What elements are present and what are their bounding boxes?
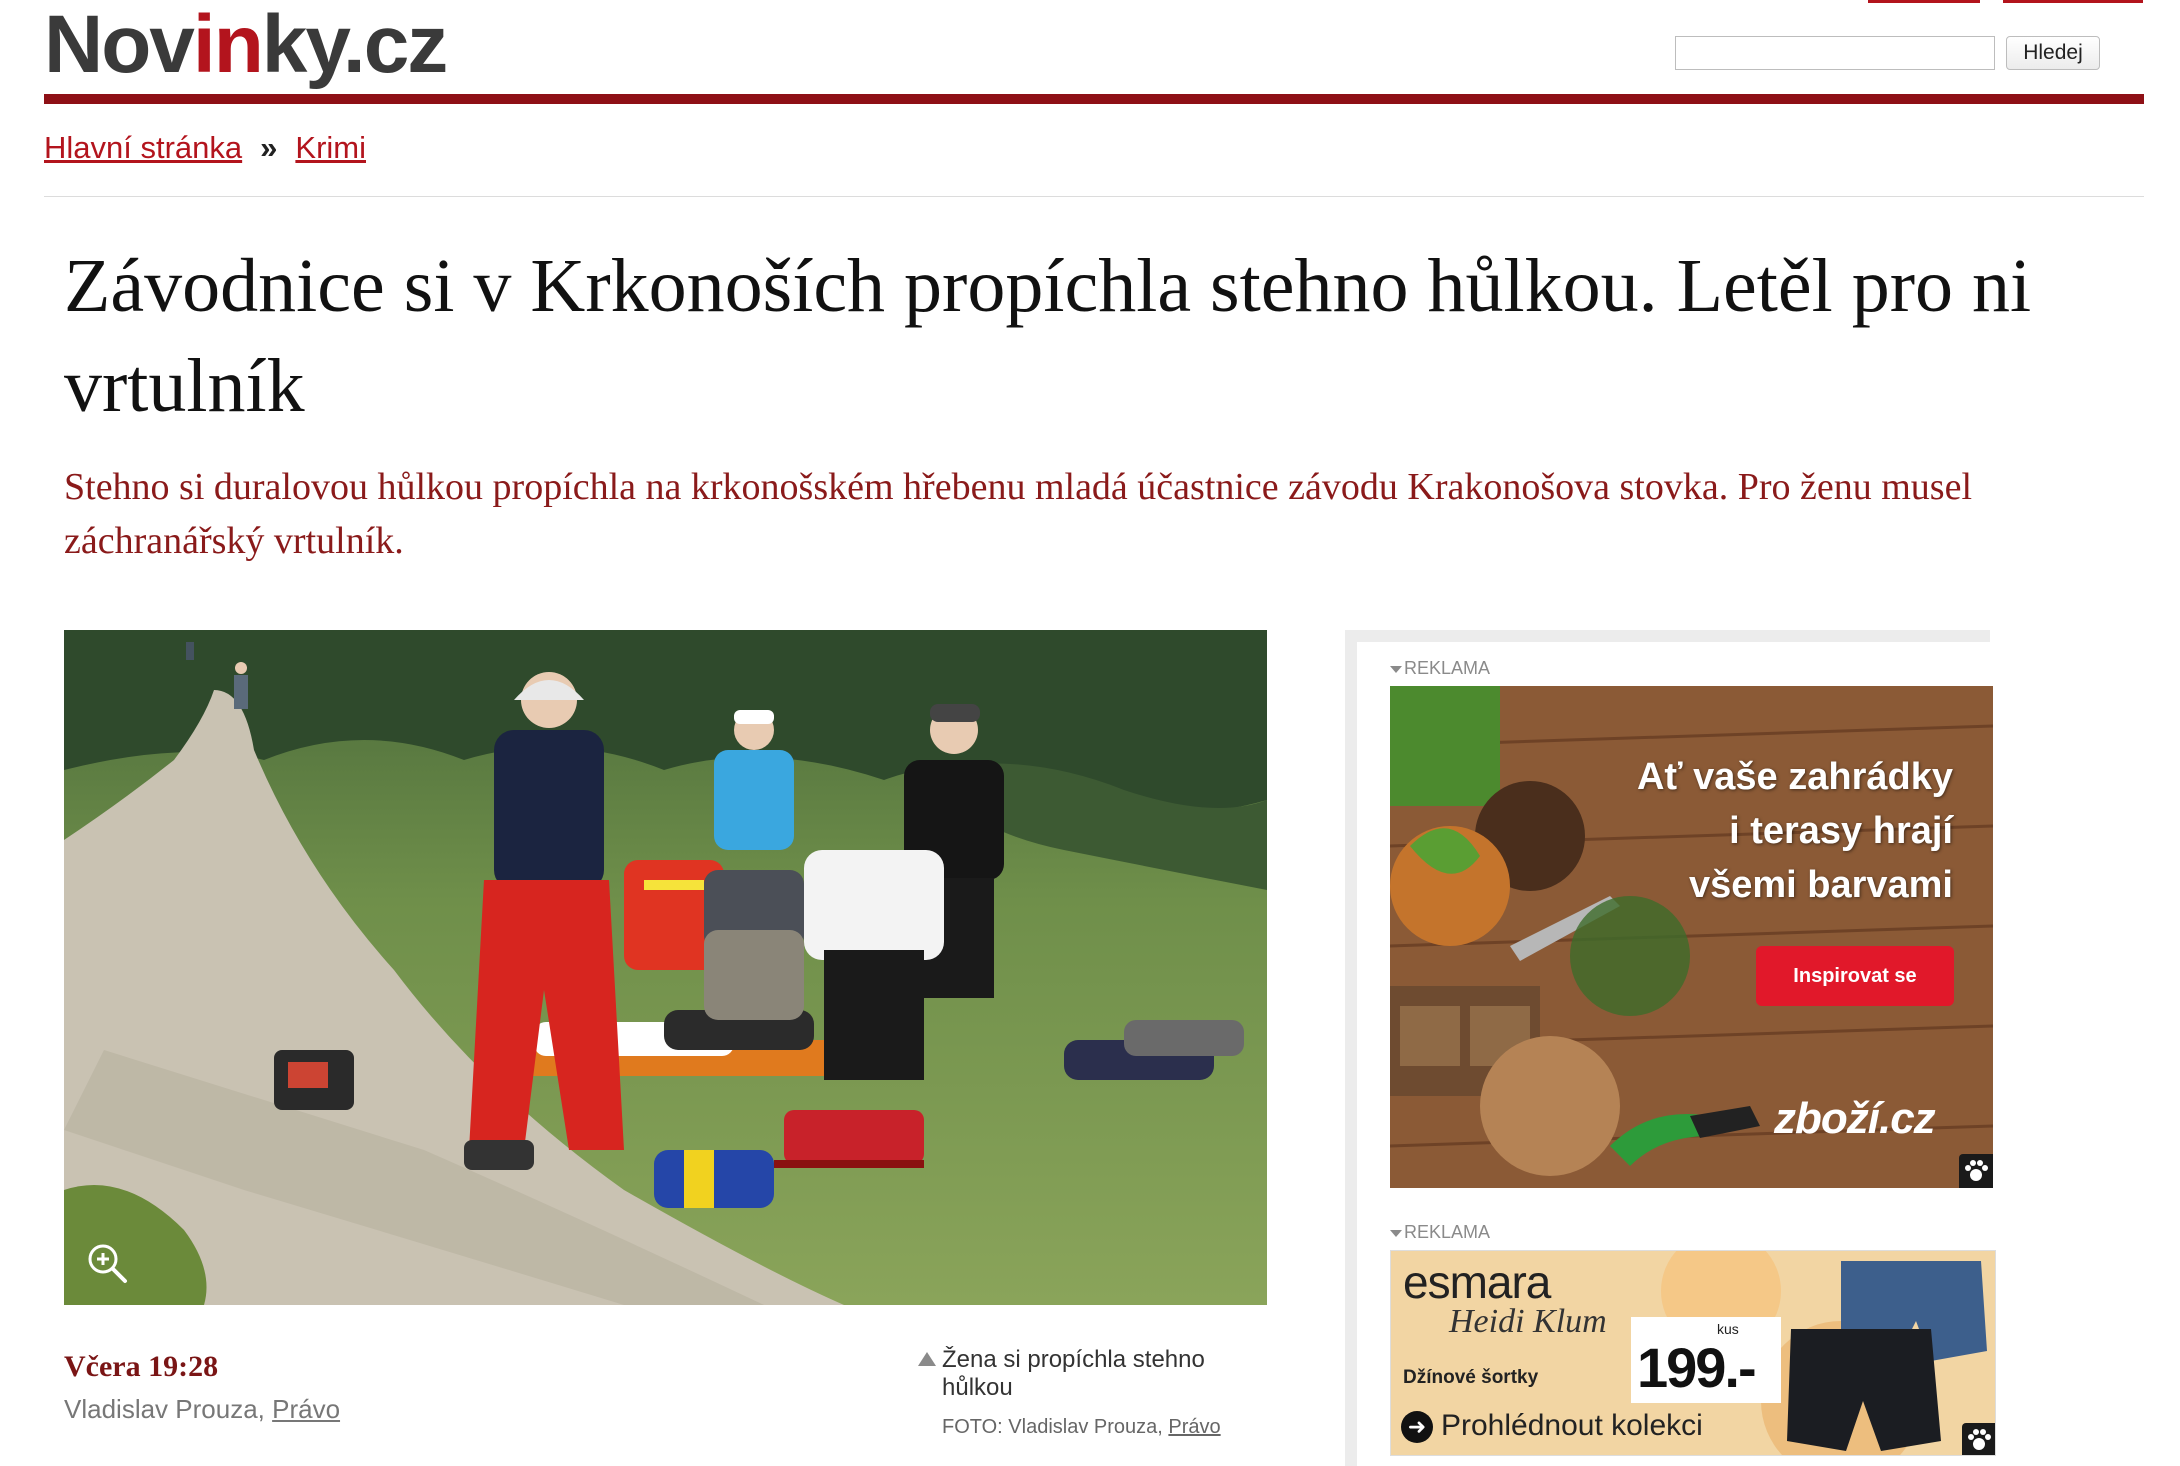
caret-down-icon xyxy=(1390,1230,1402,1237)
photo-illustration xyxy=(64,630,1267,1305)
ad-esmara-brand: esmara xyxy=(1403,1256,1551,1308)
search-button[interactable]: Hledej xyxy=(2006,36,2100,70)
arrow-right-circle-icon: ➜ xyxy=(1401,1411,1433,1443)
breadcrumb-separator: » xyxy=(260,130,278,165)
article-author: Vladislav Prouza, Právo xyxy=(64,1394,341,1424)
magnifier-plus-icon[interactable] xyxy=(84,1240,130,1286)
photo-credit xyxy=(942,1416,1221,1439)
ad-esmara-unit: kus xyxy=(1717,1321,1739,1337)
photo-caption xyxy=(918,1346,1258,1402)
ad-banner-esmara[interactable] xyxy=(1390,1250,1996,1456)
breadcrumb-home-link[interactable]: Hlavní stránka xyxy=(44,130,243,165)
ad-label-1: REKLAMA xyxy=(1390,658,1490,679)
ad-esmara-price: 199.- xyxy=(1637,1336,1755,1399)
breadcrumb-divider xyxy=(44,196,2144,197)
paw-glyph xyxy=(1962,1423,1996,1456)
top-tab-mark-1 xyxy=(1868,0,1980,3)
author-name: Vladislav Prouza xyxy=(64,1394,258,1424)
breadcrumb-section-link[interactable]: Krimi xyxy=(295,130,366,165)
ad-esmara-product: Džínové šortky xyxy=(1403,1367,1539,1388)
ad-esmara-pricebox xyxy=(1631,1317,1781,1403)
caret-down-icon xyxy=(1390,666,1402,673)
ad-zbozi-logo: zboží.cz xyxy=(1774,1094,1935,1143)
author-source-link[interactable]: Právo xyxy=(272,1394,341,1424)
article-title: Závodnice si v Krkonoších propíchla stehno hůlkou. Letěl pro ni vrtulník xyxy=(64,244,2032,428)
paw-glyph xyxy=(1959,1154,1993,1188)
triangle-up-icon xyxy=(918,1352,936,1366)
photo-caption-text: Žena si propíchla stehno hůlkou xyxy=(942,1346,1205,1401)
paw-icon[interactable] xyxy=(1959,1154,1993,1188)
header-divider xyxy=(44,94,2144,104)
site-logo[interactable]: Novinky.cz xyxy=(44,0,447,90)
ad-label-2: REKLAMA xyxy=(1390,1222,1490,1243)
article-date: Včera 19:28 xyxy=(64,1350,219,1383)
photo-credit-source-link[interactable]: Právo xyxy=(1168,1416,1221,1438)
article-photo[interactable] xyxy=(64,630,1267,1305)
ad-esmara-cta[interactable]: ➜ Prohlédnout kolekci xyxy=(1401,1409,1703,1443)
ad-inspire-button[interactable]: Inspirovat se xyxy=(1756,946,1954,1006)
breadcrumb xyxy=(44,130,366,166)
top-tab-mark-2 xyxy=(2003,0,2143,3)
search-input[interactable] xyxy=(1675,36,1995,70)
ad-esmara-byline: Heidi Klum xyxy=(1449,1303,1607,1340)
article-perex: Stehno si duralovou hůlkou propíchla na krkonošském hřebenu mladá účastnice závodu Krakonošova stovka. Pro ženu musel záchranářský vrtulník. xyxy=(64,466,1973,562)
paw-icon[interactable] xyxy=(1962,1423,1996,1456)
ad-banner-garden[interactable] xyxy=(1390,686,1993,1188)
ad-garden-headline: Ať vaše zahrádky i terasy hrají všemi barvami xyxy=(1636,756,1953,906)
photo-credit-prefix: FOTO: Vladislav Prouza, xyxy=(942,1416,1163,1438)
